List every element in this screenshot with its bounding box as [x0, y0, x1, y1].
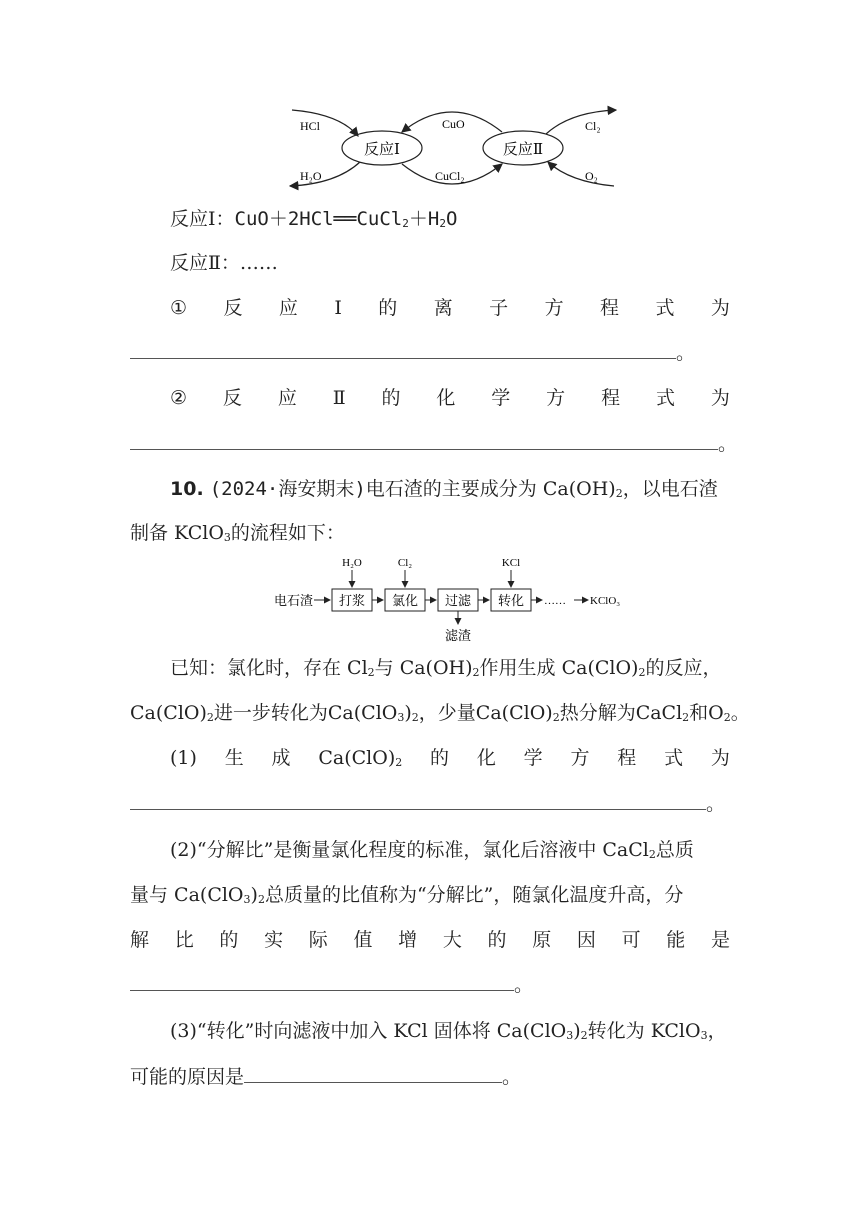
flow-input-cl2: Cl₂ — [397, 557, 413, 569]
sub-question-1-line: (1) 生 成 $Ca(ClO)_2$ 的 化 学 方 程 式 为 — [170, 747, 730, 769]
flow-byproduct: 滤渣 — [444, 628, 472, 643]
known-line-1: 已知：氯化时，存在 $Cl_2$与 $Ca(OH)_2$作用生成 $Ca(ClO)_2$的反应， — [170, 657, 722, 679]
reaction2-label: 反应Ⅱ — [502, 142, 544, 158]
sub-question-3-line-2: 可能的原因是 。 — [130, 1066, 522, 1088]
question-2-answer-blank[interactable] — [130, 431, 718, 450]
sub-question-3-line-1: (3)“转化”时向滤液中加入 KCl 固体将 $Ca(ClO_3)_2$转化为 KClO$_3$， — [170, 1020, 727, 1042]
cucl2-label: CuCl₂ — [435, 169, 465, 183]
question-1-answer-line: 。 — [130, 340, 695, 366]
flow-input-kcl: KCl — [501, 557, 521, 569]
flow-dots: …… — [544, 595, 566, 607]
sub-question-2-line-3: 解 比 的 实 际 值 增 大 的 原 因 可 能 是 — [130, 929, 730, 951]
svg-text:转化: 转化 — [497, 593, 525, 608]
sub-question-2-line-1: (2)“分解比”是衡量氯化程度的标准，氯化后溶液中 CaCl$_2$总质 — [170, 839, 694, 861]
sub-question-2-answer-blank[interactable] — [130, 972, 514, 991]
sub-question-1-answer-blank[interactable] — [130, 791, 706, 810]
h2o-label: H₂O — [300, 169, 322, 183]
sub-question-2-answer-line: 。 — [130, 972, 533, 998]
cuo-label: CuO — [442, 117, 465, 131]
svg-text:氯化: 氯化 — [391, 593, 419, 608]
known-line-2: $Ca(ClO)_2$进一步转化为$Ca(ClO_3)_2$，少量$Ca(ClO)_2$热分解为CaCl$_2$和$O_2$。 — [130, 702, 750, 724]
reaction2-line: 反应Ⅱ：…… — [170, 252, 278, 274]
reaction-cycle-diagram — [280, 100, 620, 192]
hcl-label: HCl — [300, 119, 321, 133]
cl2-label: Cl₂ — [585, 119, 601, 133]
flow-input-h2o: H₂O — [342, 557, 362, 569]
question-1-answer-blank[interactable] — [130, 340, 676, 359]
reaction1-label: 反应Ⅰ — [364, 142, 400, 158]
o2-label: O₂ — [585, 169, 598, 183]
flow-start: 电石渣 — [274, 593, 314, 608]
question-2-line: ② 反 应 Ⅱ 的 化 学 方 程 式 为 — [170, 387, 730, 409]
process-flowchart — [270, 552, 640, 644]
problem-10-line-1: 10. (2024·海安期末)电石渣的主要成分为 $Ca(OH)_2$，以电石渣 — [170, 478, 718, 500]
cl2-arrow — [546, 110, 616, 134]
problem-10-line-2: 制备 KClO$_3$的流程如下： — [130, 522, 345, 544]
svg-text:打浆: 打浆 — [338, 593, 366, 608]
sub-question-1-answer-line: 。 — [130, 791, 725, 817]
question-1-line: ① 反 应 Ⅰ 的 离 子 方 程 式 为 — [170, 297, 730, 319]
svg-text:过滤: 过滤 — [444, 593, 472, 608]
sub-question-2-line-2: 量与 $Ca(ClO_3)_2$总质量的比值称为“分解比”，随氯化温度升高，分 — [130, 884, 684, 906]
o2-arrow — [548, 162, 614, 186]
reaction1-line: 反应Ⅰ：$CuO+2HCl══CuCl_2+H_2O$ — [170, 208, 458, 230]
sub-question-3-answer-blank[interactable] — [244, 1064, 502, 1083]
question-2-answer-line: 。 — [130, 431, 737, 457]
problem-number: 10. — [170, 478, 204, 500]
flow-product: KClO₃ — [590, 595, 621, 607]
